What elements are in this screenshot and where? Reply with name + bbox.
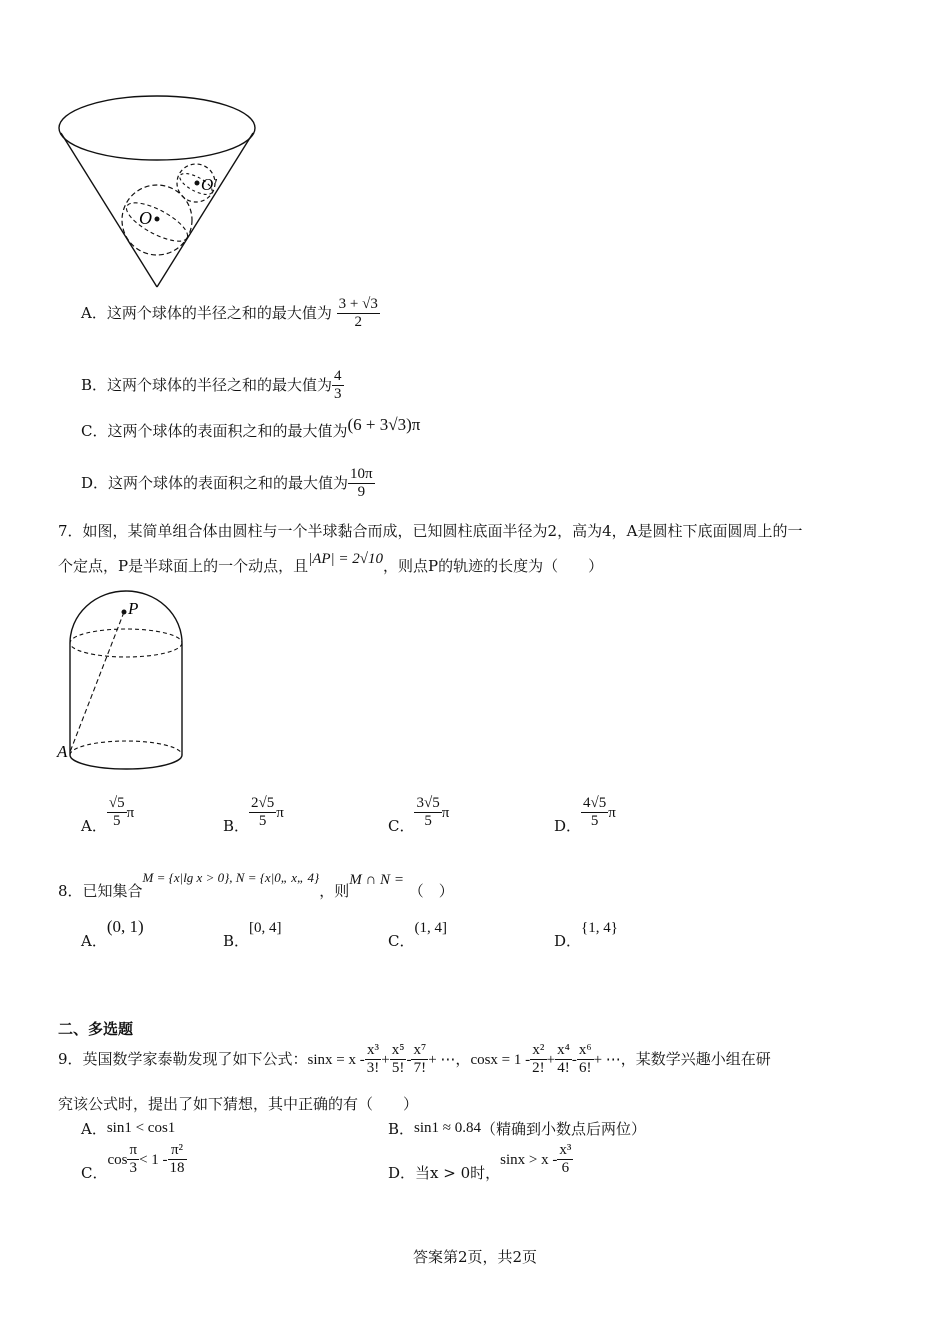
q8-option-d: D．{1, 4} xyxy=(554,920,618,950)
q6-option-c: C．这两个球体的表面积之和的最大值为(6 + 3√3)π xyxy=(81,415,421,440)
q8-option-a: A．(0, 1) xyxy=(81,917,144,950)
q9-option-d: D．当x > 0时，sinx > x - $\frac{\text{x³}}{6}$ xyxy=(388,1142,572,1182)
q7-option-a: A． $\frac{√5}{5}$ π xyxy=(81,795,135,835)
section-title: 二、多选题 xyxy=(58,1020,134,1038)
label-o: O xyxy=(139,208,152,228)
q8-option-c: C．(1, 4] xyxy=(388,920,447,950)
q8-stem: 8．已知集合M = {x|lg x > 0}, N = {x|0„ x„ 4}，则M ∩ N = （ ） xyxy=(58,870,454,900)
page-footer: 答案第2页，共2页 xyxy=(412,1248,538,1266)
q7-line-1: 7．如图，某简单组合体由圆柱与一个半球黏合而成，已知圆柱底面半径为2，高为4，A是圆柱下底面圆周上的一 xyxy=(58,522,803,540)
q7-option-d: D． $\frac{4√5}{5}$ π xyxy=(554,795,616,835)
q7-option-c: C． $\frac{3√5}{5}$ π xyxy=(388,795,450,835)
q9-stem-line-1: 9．英国数学家泰勒发现了如下公式：sinx = x - $\frac{\text{x³}}{3!}$ + $\frac{\text{x⁵}}{5!}$ - $\frac{\text{x⁷}}{7!}$ + ⋯，cosx = 1 - $\frac{\text{x²}}{2!}$ + $\frac{\text{x⁴}}{4!}$ - $\frac{\text{x⁶}}{6!}$ + ⋯，某数学兴趣小组在研 xyxy=(58,1042,771,1077)
q8-option-b: B．[0, 4] xyxy=(223,920,282,950)
q7-option-b: B． $\frac{2√5}{5}$ π xyxy=(223,795,284,835)
label-a: A xyxy=(57,742,68,761)
q9-option-c: C．cos $\frac{\pi}{3}$ < 1 - $\frac{\text{π²}}{18}$ xyxy=(81,1142,185,1182)
q6-option-a: A．这两个球体的半径之和的最大值为 $\frac{3 + √3}{2}$ xyxy=(81,296,378,331)
label-p: P xyxy=(128,599,139,618)
q6-option-b: B．这两个球体的半径之和的最大值为 $\frac{4}{3}$ xyxy=(81,368,342,403)
label-o-prime: O' xyxy=(201,175,217,194)
q9-option-a: A．sin1 < cos1 xyxy=(81,1120,176,1138)
q6-option-d: D．这两个球体的表面积之和的最大值为 $\frac{10\pi}{9}$ xyxy=(81,466,373,501)
q9-option-b: B．sin1 ≈ 0.84（精确到小数点后两位） xyxy=(388,1120,647,1138)
q9-stem-line-2: 究该公式时，提出了如下猜想，其中正确的有（ ） xyxy=(58,1095,419,1113)
q7-line-2: 个定点，P是半球面上的一个动点，且|AP| = 2√10，则点P的轨迹的长度为（ ） xyxy=(58,551,604,575)
